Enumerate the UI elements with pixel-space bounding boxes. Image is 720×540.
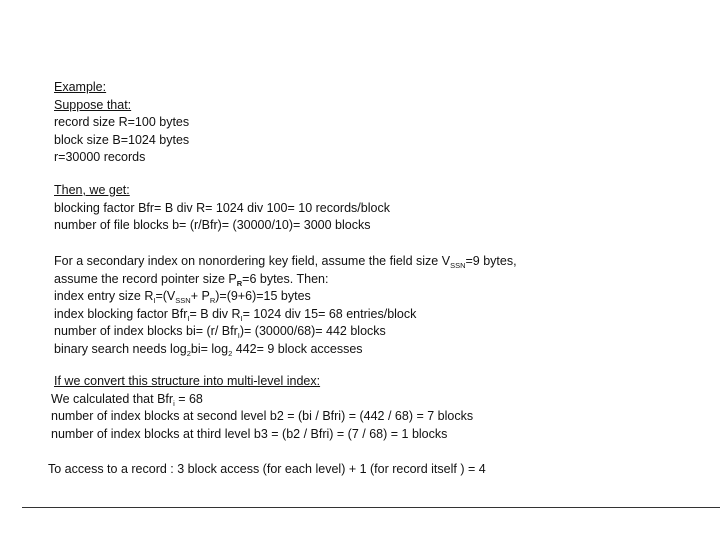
calculated-bfr-line: We calculated that Bfr$_i$ = 68 (51, 391, 203, 408)
secondary-line-1: For a secondary index on nonordering key field, assume the field size $V_{SSN}=9$ bytes, (54, 254, 517, 270)
binary-search-line: binary search needs $\log_2bi= \log_2 442= 9$ block accesses (54, 341, 363, 358)
record-size-line: record size R=100 bytes (54, 115, 190, 129)
multilevel-heading: If we convert this structure into multi-level index: (54, 374, 321, 388)
file-blocks-line: number of file blocks b= (r/Bfr)= (30000/10)= 3000 blocks (54, 218, 371, 232)
blocking-factor-line: blocking factor Bfr= B div R= 1024 div 100= 10 records/block (54, 200, 390, 215)
secondary-index-section (54, 253, 517, 358)
suppose-heading: Suppose that: (54, 97, 132, 112)
index-entry-size-line: index entry size $R_I=(V_{SSN}+ P_R)=(9+6)=15$ bytes (54, 289, 311, 305)
secondary-line-2: assume the record pointer size $P_R=6$ bytes. Then: (54, 271, 329, 288)
conclusion-line: To access to a record : 3 block access (for each level) + 1 (for record itself ) = 4 (48, 462, 486, 476)
bottom-divider (22, 507, 720, 508)
then-section (54, 182, 390, 235)
index-blocks-line: number of index blocks bi= (r/ Bfr$_I$)= (30000/68)= 442 blocks (54, 324, 386, 340)
third-level-line: number of index blocks at third level b3 = (b2 / Bfri) = (7 / 68) = 1 blocks (51, 426, 448, 441)
example-section (54, 79, 189, 167)
records-line: r=30000 records (54, 150, 146, 164)
example-heading: Example: (54, 80, 107, 94)
block-size-line: block size B=1024 bytes (54, 132, 190, 147)
second-level-line: number of index blocks at second level b2 = (bi / Bfri) = (442 / 68) = 7 blocks (51, 409, 474, 423)
then-heading: Then, we get: (54, 183, 130, 197)
index-blocking-factor-line: index blocking factor Bfr$_I$= B div $R_I= 1024$ div 15= 68 entries/block (54, 306, 417, 323)
multilevel-section (51, 373, 473, 443)
